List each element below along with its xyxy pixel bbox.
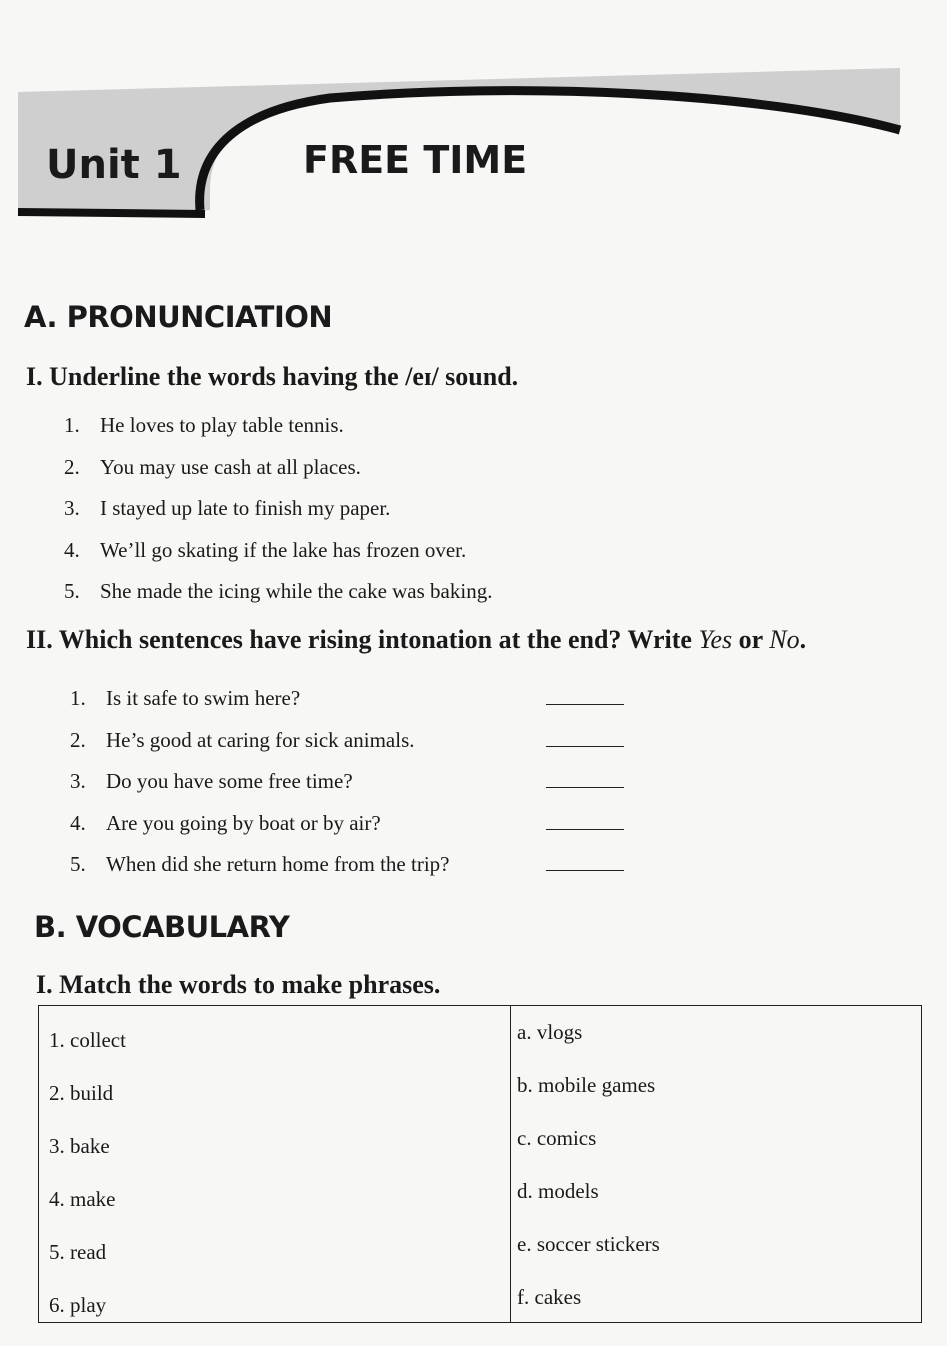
answer-blank[interactable]	[546, 787, 624, 788]
answer-blank[interactable]	[546, 746, 624, 747]
answer-blank[interactable]	[546, 704, 624, 705]
heading-end: .	[799, 625, 807, 654]
heading-or: or	[732, 625, 770, 654]
item-number: 1.	[64, 413, 80, 438]
item-text: When did she return home from the trip?	[106, 852, 450, 877]
heading-no: No	[769, 625, 800, 654]
list-item	[70, 761, 650, 803]
list-item	[64, 488, 644, 530]
match-right-item[interactable]: e. soccer stickers	[517, 1232, 660, 1256]
item-number: 4.	[64, 537, 80, 562]
match-left-item[interactable]: 6. play	[49, 1293, 107, 1317]
item-text: Is it safe to swim here?	[106, 686, 301, 711]
heading-text: II. Which sentences have rising intonation at the end? Write	[26, 625, 699, 654]
item-number: 5.	[70, 852, 86, 877]
match-left-item[interactable]: 4. make	[49, 1187, 116, 1211]
item-text[interactable]: We’ll go skating if the lake has frozen over.	[100, 537, 467, 562]
list-item	[64, 405, 644, 447]
match-left-item[interactable]: 5. read	[49, 1240, 107, 1264]
list-item	[70, 720, 650, 762]
list-item	[64, 530, 644, 572]
unit-banner	[0, 0, 947, 240]
item-text: Are you going by boat or by air?	[106, 810, 381, 835]
section-b-heading: B. VOCABULARY	[34, 910, 290, 944]
match-left-item[interactable]: 3. bake	[49, 1134, 110, 1158]
section-a-heading: A. PRONUNCIATION	[24, 300, 333, 334]
item-number: 5.	[64, 579, 80, 604]
answer-blank[interactable]	[546, 829, 624, 830]
list-item	[70, 678, 650, 720]
list-item	[64, 447, 644, 489]
match-right-item[interactable]: f. cakes	[517, 1285, 582, 1309]
unit-label: Unit 1	[46, 142, 182, 188]
exercise-a1-heading: I. Underline the words having the /eɪ/ sound.	[26, 362, 519, 391]
exercise-b1-heading: I. Match the words to make phrases.	[36, 970, 441, 999]
list-item	[70, 844, 650, 886]
item-number: 2.	[70, 727, 86, 752]
match-table	[38, 1005, 922, 1323]
unit-title: FREE TIME	[303, 138, 528, 182]
item-text[interactable]: She made the icing while the cake was baking.	[100, 579, 493, 604]
match-right-column	[511, 1006, 921, 1322]
item-text[interactable]: You may use cash at all places.	[100, 454, 361, 479]
item-text[interactable]: He loves to play table tennis.	[100, 413, 344, 438]
match-right-item[interactable]: c. comics	[517, 1126, 597, 1150]
match-left-item[interactable]: 2. build	[49, 1081, 114, 1105]
exercise-a2-list	[70, 678, 650, 886]
match-right-item[interactable]: a. vlogs	[517, 1020, 583, 1044]
answer-blank[interactable]	[546, 870, 624, 871]
item-number: 3.	[64, 496, 80, 521]
list-item	[64, 571, 644, 613]
match-left-column	[39, 1006, 511, 1322]
list-item	[70, 803, 650, 845]
banner-underline	[18, 212, 205, 214]
item-text: Do you have some free time?	[106, 769, 353, 794]
exercise-a1-list	[64, 405, 644, 613]
item-number: 1.	[70, 686, 86, 711]
item-text[interactable]: I stayed up late to finish my paper.	[100, 496, 391, 521]
item-number: 4.	[70, 810, 86, 835]
heading-yes: Yes	[698, 625, 733, 654]
item-number: 2.	[64, 454, 80, 479]
exercise-a2-heading	[26, 625, 806, 655]
match-left-item[interactable]: 1. collect	[49, 1028, 126, 1052]
item-number: 3.	[70, 769, 86, 794]
item-text: He’s good at caring for sick animals.	[106, 727, 415, 752]
match-right-item[interactable]: d. models	[517, 1179, 599, 1203]
match-right-item[interactable]: b. mobile games	[517, 1073, 656, 1097]
